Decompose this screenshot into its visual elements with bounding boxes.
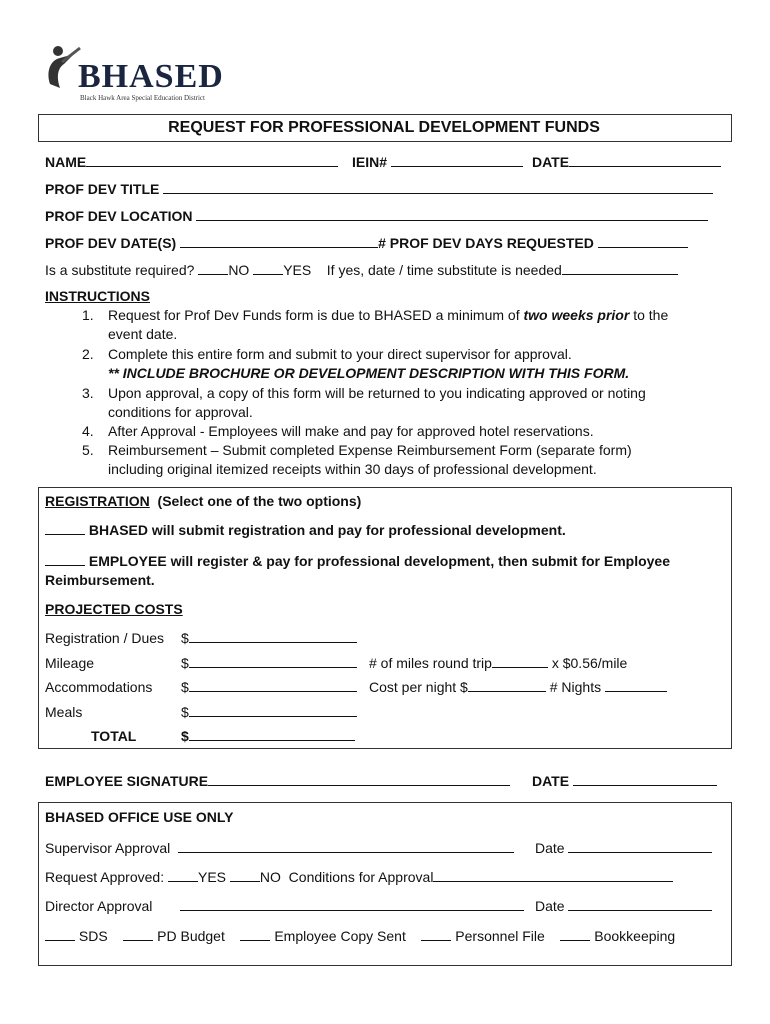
employee-signature-label: EMPLOYEE SIGNATURE [45,773,209,789]
substitute-field [45,262,678,278]
cost-accommodations-line[interactable] [189,679,357,692]
per-night-line[interactable] [468,679,546,692]
projected-costs-heading: PROJECTED COSTS [45,601,183,617]
employee-copy-label: Employee Copy Sent [274,928,406,944]
registration-option-employee [45,552,670,590]
currency-sign: $ [181,630,189,646]
cost-accommodations-field [181,679,357,695]
signature-date-field [532,773,717,789]
name-field [45,154,338,170]
instructions-heading: INSTRUCTIONS [45,288,150,304]
bookkeeping-line[interactable] [560,928,590,941]
conditions-label: Conditions for Approval [288,869,434,885]
cost-mileage-label: Mileage [45,655,95,671]
personnel-file-label: Personnel File [455,928,545,944]
director-date-field [535,898,712,914]
supervisor-approval-line[interactable] [178,840,514,853]
instruction-text: Upon approval, a copy of this form will be returned to you indicating approved or noting [108,385,646,401]
prof-dev-location-line[interactable] [196,208,708,221]
registration-heading: REGISTRATION [45,493,150,509]
cost-total-field [181,728,355,744]
instruction-num: 3. [82,385,94,401]
instruction-item-5 [82,441,722,479]
request-approved-label: Request Approved: [45,869,165,885]
office-use-heading: BHASED OFFICE USE ONLY [45,809,234,825]
nights-label: # Nights [549,679,602,695]
nights-line[interactable] [605,679,667,692]
cost-total-line[interactable] [189,728,355,741]
supervisor-approval-field [45,840,514,856]
name-line[interactable] [86,154,338,167]
cost-mileage-line[interactable] [189,655,357,668]
substitute-question: Is a substitute required? [45,262,195,278]
cost-meals-field [181,704,357,720]
supervisor-date-field [535,840,712,856]
personnel-file-line[interactable] [421,928,451,941]
instruction-num: 2. [82,346,94,362]
option-employee-label: EMPLOYEE will register & pay for professional development, then submit for Employee [88,553,671,569]
iein-label: IEIN# [352,154,388,170]
option-bhased-line[interactable] [45,522,85,535]
iein-line[interactable] [391,154,523,167]
director-approval-field [180,898,524,914]
director-date-label: Date [535,898,565,914]
cost-registration-label: Registration / Dues [45,630,165,646]
instruction-text: including original itemized receipts within 30 days of professional development. [108,461,597,477]
instruction-item-3 [82,384,722,422]
registration-subheading: (Select one of the two options) [157,493,362,509]
mileage-rate: x $0.56/mile [551,655,628,671]
miles-line[interactable] [492,655,548,668]
prof-dev-dates-label: PROF DEV DATE(S) [45,235,177,251]
instruction-item-4 [82,422,722,441]
pd-budget-label: PD Budget [157,928,225,944]
cost-accommodations-label: Accommodations [45,679,153,695]
instruction-emphasis: two weeks prior [523,307,630,323]
cost-registration-field [181,630,357,646]
instruction-text: conditions for approval. [108,404,253,420]
date-label: DATE [532,154,570,170]
employee-signature-field [45,773,510,789]
miles-label: # of miles round trip [369,655,492,671]
prof-dev-title-label: PROF DEV TITLE [45,181,160,197]
substitute-date-label: If yes, date / time substitute is needed [326,262,562,278]
prof-dev-title-field [45,181,713,197]
name-label: NAME [45,154,87,170]
logo-wordmark: BHASED [78,58,224,95]
prof-dev-dates-field [45,235,688,251]
instruction-text: After Approval - Employees will make and pay for approved hotel reservations. [108,423,594,439]
currency-sign: $ [181,655,189,671]
routing-row [45,928,675,944]
registration-heading-row [45,493,361,509]
prof-dev-title-line[interactable] [163,181,713,194]
per-night-label: Cost per night $ [369,679,468,695]
cost-total-label: TOTAL [91,728,137,744]
days-requested-line[interactable] [598,235,688,248]
substitute-no-label: NO [228,262,250,278]
date-field [532,154,721,170]
instruction-text: Request for Prof Dev Funds form is due to BHASED a minimum of [108,307,524,323]
approved-no-label: NO [259,869,281,885]
pd-budget-line[interactable] [123,928,153,941]
option-employee-line[interactable] [45,553,85,566]
days-requested-label: # PROF DEV DAYS REQUESTED [378,235,594,251]
instruction-num: 4. [82,423,94,439]
instruction-num: 5. [82,442,94,458]
instruction-item-1 [82,306,722,344]
currency-sign: $ [181,704,189,720]
supervisor-date-label: Date [535,840,565,856]
instruction-text: event date. [108,326,178,342]
substitute-yes-label: YES [283,262,312,278]
option-bhased-label: BHASED will submit registration and pay for professional development. [88,522,566,538]
director-approval-label: Director Approval [45,898,153,914]
request-approved-field [45,869,673,885]
supervisor-date-line[interactable] [568,840,712,853]
miles-field [369,655,627,671]
form-title: REQUEST FOR PROFESSIONAL DEVELOPMENT FUNDS [168,119,600,136]
approved-yes-label: YES [197,869,226,885]
signature-date-label: DATE [532,773,570,789]
signature-date-line[interactable] [573,773,717,786]
prof-dev-location-field [45,208,708,224]
sds-label: SDS [78,928,108,944]
bhased-logo [44,44,244,104]
iein-field [352,154,523,170]
conditions-line[interactable] [433,869,673,882]
supervisor-approval-label: Supervisor Approval [45,840,171,856]
employee-signature-line[interactable] [208,773,510,786]
instruction-note: ** INCLUDE BROCHURE OR DEVELOPMENT DESCRIPTION WITH THIS FORM. [108,365,630,381]
currency-sign: $ [181,728,189,744]
option-employee-label-cont: Reimbursement. [45,572,155,588]
cost-meals-line[interactable] [189,704,357,717]
employee-copy-line[interactable] [240,928,270,941]
substitute-yes-line[interactable] [253,262,283,275]
bookkeeping-label: Bookkeeping [594,928,676,944]
registration-option-bhased [45,522,566,538]
instruction-item-2 [82,345,722,383]
prof-dev-location-label: PROF DEV LOCATION [45,208,193,224]
cost-mileage-field [181,655,357,671]
approved-no-line[interactable] [230,869,260,882]
instruction-text: Complete this entire form and submit to your direct supervisor for approval. [108,346,572,362]
logo-tagline: Black Hawk Area Special Education District [80,94,205,102]
date-line[interactable] [569,154,721,167]
instruction-text: to the [629,307,669,323]
prof-dev-dates-line[interactable] [180,235,378,248]
director-approval-line[interactable] [180,898,524,911]
cost-meals-label: Meals [45,704,83,720]
instruction-text: Reimbursement – Submit completed Expense Reimbursement Form (separate form) [108,442,632,458]
substitute-date-line[interactable] [562,262,678,275]
currency-sign: $ [181,679,189,695]
director-date-line[interactable] [568,898,712,911]
sds-line[interactable] [45,928,75,941]
cost-registration-line[interactable] [189,630,357,643]
approved-yes-line[interactable] [168,869,198,882]
per-night-field [369,679,667,695]
substitute-no-line[interactable] [198,262,228,275]
instruction-num: 1. [82,307,94,323]
